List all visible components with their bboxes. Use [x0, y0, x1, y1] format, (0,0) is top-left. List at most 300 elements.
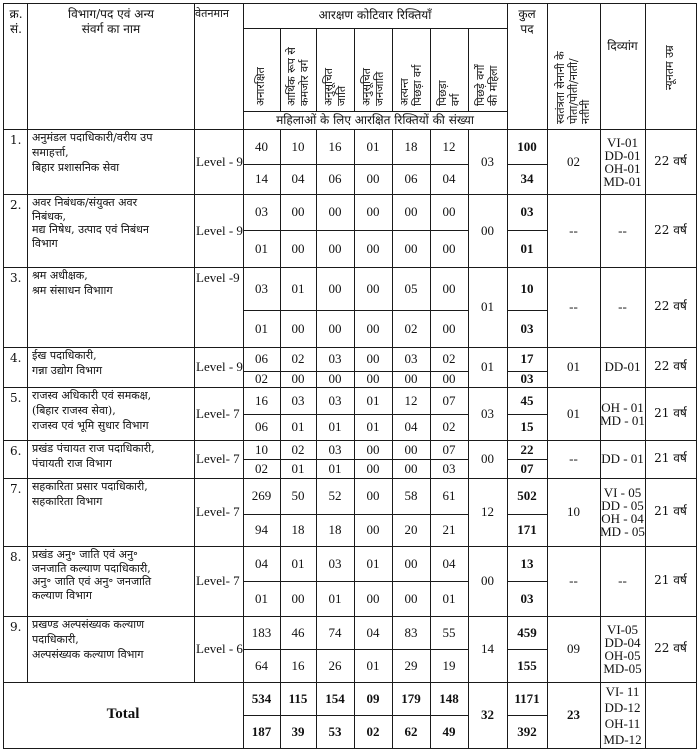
disability-entry: DD-01	[604, 359, 641, 374]
table-top-border	[3, 3, 697, 4]
women-total-cell: 03	[328, 351, 342, 366]
serial-number: 3.	[10, 271, 22, 285]
table-rule	[3, 129, 4, 195]
table-rule	[547, 3, 548, 130]
pay-level: Level - 9	[196, 222, 243, 238]
women-total-cell: 03	[328, 555, 342, 571]
bc-women-cell: 32	[481, 707, 494, 722]
women-total-cell: 00	[291, 204, 305, 219]
women-reserved-cell: 01	[255, 590, 268, 606]
women-reserved-cell: 49	[442, 723, 456, 739]
women-total-cell: 04	[442, 555, 456, 571]
women-reserved-cell: 01	[291, 419, 305, 434]
bc-women-cell: 00	[481, 573, 494, 588]
table-rule	[696, 347, 697, 388]
serial-number: 9.	[10, 620, 22, 634]
row-mid-rule	[243, 581, 469, 582]
disability-entry: MD-01	[603, 173, 642, 189]
table-rule	[316, 267, 317, 348]
women-reserved-cell: 01	[366, 419, 380, 434]
total-posts-cell: 1171	[514, 690, 540, 706]
pay-level: Level -9	[196, 270, 240, 285]
header-women-reserved: महिलाओं के लिए आरक्षित रिक्तियों की संख्या	[276, 113, 474, 127]
table-rule	[645, 478, 646, 547]
women-total-cell: 40	[255, 138, 268, 154]
disability-entry: MD - 01	[600, 412, 645, 428]
table-rule	[194, 267, 195, 348]
women-total-cell: 09	[366, 690, 380, 706]
table-rule	[645, 616, 646, 683]
table-rule	[645, 440, 646, 479]
table-rule	[696, 129, 697, 195]
table-rule	[696, 546, 697, 617]
women-reserved-cell: 18	[328, 522, 342, 537]
women-total-cell: 06	[255, 351, 268, 366]
women-total-cell: 269	[251, 488, 272, 503]
row-bottom-rule	[3, 748, 697, 749]
total-disability-entry: OH-11	[604, 716, 641, 731]
minimum-age: 22 वर्ष	[654, 641, 687, 655]
table-rule	[645, 3, 646, 130]
table-rule	[430, 267, 431, 348]
women-reserved-cell: 00	[291, 590, 305, 606]
table-rule	[696, 3, 697, 130]
serial-number: 7.	[10, 482, 22, 496]
post-department-line: मद्य निषेध, उत्पाद एवं निबंधन	[32, 223, 149, 236]
women-total-cell: 10	[255, 441, 268, 457]
row-bottom-rule	[3, 347, 697, 348]
women-reserved-cell: 00	[366, 590, 380, 606]
table-rule	[645, 194, 646, 268]
table-rule	[392, 267, 393, 348]
row-mid-rule	[243, 414, 469, 415]
total-posts-cell: 17	[520, 351, 534, 366]
minimum-age: 22 वर्ष	[654, 299, 687, 313]
women-reserved-cell: 00	[404, 590, 418, 606]
post-department-line: (बिहार राजस्व सेवा),	[32, 404, 116, 417]
post-department-line: सहकारिता प्रसार पदाधिकारी,	[32, 480, 148, 493]
row-mid-rule	[507, 514, 548, 515]
row-bottom-rule	[3, 546, 697, 547]
table-rule	[3, 616, 4, 683]
women-reserved-cell: 02	[255, 460, 268, 476]
post-department-line: प्रखण्ड अल्पसंख्यक कल्याण	[32, 618, 145, 631]
serial-number: 8.	[10, 550, 22, 564]
row-bottom-rule	[3, 440, 697, 441]
women-reserved-cell: 00	[366, 371, 380, 386]
women-total-cell: 00	[404, 441, 418, 457]
post-department-line: सहकारिता विभाग	[32, 495, 103, 508]
table-rule	[354, 28, 355, 112]
row-mid-rule	[243, 649, 469, 650]
women-reserved-cell: 20	[404, 522, 418, 537]
women-reserved-cell: 02	[255, 371, 268, 386]
table-rule	[243, 3, 244, 130]
women-reserved-cell: 18	[291, 522, 305, 537]
post-department-line: अनु॰ जाति एवं अनु॰ जनजाति	[32, 575, 152, 588]
women-total-cell: 18	[404, 138, 418, 154]
table-rule	[194, 387, 195, 441]
freedom-fighter-cell: 02	[567, 153, 580, 169]
women-reserved-cell: 00	[291, 240, 305, 256]
women-reserved-cell: 19	[442, 657, 456, 673]
post-department-line: राजस्व अधिकारी एवं समकक्ष,	[32, 389, 152, 402]
women-total-cell: 01	[291, 555, 305, 571]
women-total-cell: 154	[325, 690, 345, 706]
row-bottom-rule	[3, 194, 697, 195]
women-reserved-cell: 02	[366, 723, 380, 739]
disability-entry: --	[618, 222, 627, 238]
pay-level: Level- 7	[196, 504, 240, 519]
row-mid-rule	[507, 715, 548, 716]
total-disability-entry: MD-12	[603, 732, 642, 747]
header-category-0: अनारक्षित	[254, 67, 267, 106]
women-total-cell: 04	[255, 555, 268, 571]
header-category-4: अत्यन्त पिछड़ा वर्ग	[397, 64, 424, 106]
post-department-line: श्रम अधीक्षक,	[32, 269, 88, 282]
table-rule	[194, 194, 195, 268]
header-category-2: अनुसूचित जाति	[321, 67, 348, 106]
post-department-line: राजस्व एवं भूमि सुधार विभाग	[32, 419, 149, 432]
women-total-cell: 00	[366, 441, 380, 457]
disability-entry: DD-04	[604, 635, 641, 650]
women-total-cell: 55	[442, 624, 456, 640]
row-mid-rule	[507, 230, 548, 231]
disability-entry: DD-01	[604, 147, 641, 163]
women-total-cell: 03	[328, 392, 342, 408]
women-total-cell: 00	[404, 555, 418, 571]
women-reserved-cell: 00	[366, 171, 380, 186]
women-reserved-cell: 00	[291, 320, 305, 336]
women-reserved-cell: 39	[291, 723, 305, 739]
disability-entry: MD - 05	[600, 524, 645, 539]
freedom-fighter-cell: 01	[567, 359, 580, 374]
table-rule	[3, 267, 4, 348]
table-rule	[280, 267, 281, 348]
pay-level: Level- 7	[196, 573, 240, 588]
women-reserved-cell: 04	[442, 171, 456, 186]
disability-entry: VI-05	[606, 622, 639, 637]
women-total-cell: 03	[328, 441, 342, 457]
post-department-line: अनुमंडल पदाधिकारी/वरीय उप	[32, 131, 153, 144]
women-total-cell: 179	[401, 690, 421, 706]
total-disability-entry: VI- 11	[605, 684, 640, 699]
women-total-cell: 534	[251, 690, 272, 706]
disability-entry: --	[618, 299, 627, 314]
table-rule	[3, 194, 4, 268]
women-reserved-cell: 02	[442, 419, 456, 434]
minimum-age: 21 वर्ष	[654, 573, 687, 587]
table-rule	[645, 347, 646, 388]
row-mid-rule	[507, 581, 548, 582]
women-reserved-cell: 06	[328, 171, 342, 186]
women-total-cell: 01	[366, 555, 380, 571]
total-posts-cell: 502	[517, 488, 537, 503]
freedom-fighter-cell: 01	[567, 405, 580, 421]
women-total-cell: 00	[328, 280, 342, 296]
women-reserved-cell: 01	[328, 590, 342, 606]
table-rule	[194, 546, 195, 617]
table-rule	[645, 129, 646, 195]
women-reserved-cell: 01	[255, 320, 268, 336]
table-rule	[194, 440, 195, 479]
row-mid-rule	[243, 164, 469, 165]
women-reserved-cell: 00	[442, 371, 456, 386]
women-total-cell: 52	[328, 488, 342, 503]
table-rule	[430, 28, 431, 112]
women-total-cell: 00	[366, 488, 380, 503]
freedom-fighter-cell: --	[569, 299, 578, 314]
minimum-age: 21 वर्ष	[654, 451, 687, 465]
table-rule	[3, 546, 4, 617]
table-rule	[3, 478, 4, 547]
pay-level: Level - 6	[196, 641, 243, 656]
bc-women-cell: 01	[481, 359, 494, 374]
table-rule	[27, 194, 28, 268]
table-rule	[194, 347, 195, 388]
table-rule	[27, 129, 28, 195]
total-posts-cell: 22	[520, 441, 534, 457]
table-rule	[645, 387, 646, 441]
pay-level: Level- 7	[196, 451, 240, 466]
women-reserved-cell: 01	[291, 460, 305, 476]
row-mid-rule	[507, 414, 548, 415]
bc-women-cell: 01	[481, 299, 494, 314]
women-total-cell: 148	[439, 690, 459, 706]
total-posts-cell: 03	[520, 204, 534, 219]
women-total-cell: 183	[251, 624, 272, 640]
women-reserved-cell: 187	[251, 723, 272, 739]
table-rule	[696, 194, 697, 268]
table-rule	[600, 3, 601, 130]
women-reserved-cell: 00	[404, 371, 418, 386]
header-freedom-fighter: स्वतंत्रता सेनानी के पोता/पोती/नाती/ नतीनी	[553, 51, 592, 124]
post-department-line: अवर निबंधक/संयुक्त अवर	[32, 196, 138, 209]
serial-number: 6.	[10, 444, 22, 458]
women-total-cell: 07	[442, 441, 456, 457]
minimum-age: 22 वर्ष	[654, 359, 687, 373]
women-reserved-cell: 00	[328, 240, 342, 256]
disability-entry: OH - 04	[601, 511, 644, 526]
women-total-cell: 00	[328, 204, 342, 219]
women-reserved-cell: 29	[404, 657, 418, 673]
table-rule	[194, 129, 195, 195]
row-bottom-rule	[3, 387, 697, 388]
women-total-cell: 02	[291, 351, 305, 366]
bc-women-cell: 03	[481, 405, 494, 421]
row-bottom-rule	[3, 478, 697, 479]
women-total-cell: 03	[404, 351, 418, 366]
total-posts-cell: 13	[520, 555, 534, 571]
total-label: Total	[106, 706, 140, 722]
serial-number: 5.	[10, 391, 22, 405]
women-total-cell: 02	[291, 441, 305, 457]
row-bottom-rule	[3, 267, 697, 268]
table-rule	[27, 347, 28, 388]
women-reserved-cell: 06	[404, 171, 418, 186]
table-rule	[392, 28, 393, 112]
row-mid-rule	[507, 459, 548, 460]
minimum-age: 22 वर्ष	[654, 222, 687, 237]
row-mid-rule	[243, 230, 469, 231]
post-department-line: ईख पदाधिकारी,	[32, 349, 97, 362]
women-total-cell: 01	[366, 138, 380, 154]
table-rule	[27, 387, 28, 441]
women-reserved-cell: 00	[404, 240, 418, 256]
women-reserved-cell: 01	[328, 460, 342, 476]
women-reserved-cell: 62	[404, 723, 418, 739]
women-reserved-cell: 00	[442, 320, 456, 336]
table-rule	[27, 616, 28, 683]
header-category-6: पिछड़े वर्गों की महिला	[474, 64, 500, 106]
total-disability-entry: DD-12	[604, 700, 641, 715]
table-rule	[468, 28, 469, 112]
women-reserved-cell: 00	[366, 460, 380, 476]
table-rule	[27, 3, 28, 130]
row-bottom-rule	[3, 682, 697, 683]
women-total-cell: 00	[442, 280, 456, 296]
table-rule	[696, 387, 697, 441]
table-rule	[243, 267, 244, 348]
serial-number: 2.	[10, 198, 22, 212]
women-total-cell: 58	[404, 488, 418, 503]
header-category-vacancies: आरक्षण कोटिवार रिक्तियाँ	[318, 8, 432, 22]
post-department-line: गन्ना उद्योग विभाग	[32, 364, 103, 377]
women-reserved-cell: 53	[328, 723, 342, 739]
post-department-line: अल्पसंख्यक कल्याण विभाग	[32, 648, 144, 661]
bc-women-cell: 12	[481, 504, 494, 519]
bc-women-cell: 00	[481, 451, 494, 466]
table-rule	[3, 347, 4, 388]
freedom-fighter-cell: --	[569, 222, 578, 238]
table-rule	[194, 616, 195, 683]
total-posts-cell: 100	[517, 138, 537, 154]
row-mid-rule	[243, 310, 469, 311]
women-total-cell: 115	[288, 690, 308, 706]
header-min-age: न्यूनतम उम्र	[663, 45, 676, 90]
women-total-cell: 00	[366, 280, 380, 296]
post-department-line: पंचायती राज विभाग	[32, 457, 112, 470]
disability-entry: VI - 05	[603, 485, 642, 500]
women-total-cell: 10	[291, 138, 305, 154]
post-department-line: कल्याण विभाग	[32, 588, 92, 602]
women-total-cell: 03	[291, 392, 305, 408]
post-department-line: प्रखंड अनु॰ जाति एवं अनु॰	[32, 548, 138, 561]
women-total-cell: 02	[442, 351, 456, 366]
women-total-cell: 03	[255, 280, 268, 296]
table-rule	[645, 682, 646, 749]
freedom-fighter-cell: 23	[567, 707, 580, 722]
women-reserved-cell: 03	[442, 460, 456, 476]
table-rule	[696, 616, 697, 683]
women-total-cell: 03	[255, 204, 268, 219]
women-total-posts-cell: 171	[517, 522, 537, 537]
women-reserved-cell: 01	[366, 657, 380, 673]
women-total-cell: 07	[442, 392, 456, 408]
table-rule	[27, 546, 28, 617]
disability-entry: VI-01	[606, 134, 639, 150]
women-total-posts-cell: 03	[520, 320, 534, 336]
freedom-fighter-cell: 10	[567, 504, 580, 519]
table-rule	[27, 267, 28, 348]
post-department-line: विभाग	[32, 236, 58, 250]
freedom-fighter-cell: 09	[567, 641, 580, 656]
women-reserved-cell: 00	[328, 320, 342, 336]
table-rule	[696, 478, 697, 547]
women-total-posts-cell: 15	[520, 419, 534, 434]
women-reserved-cell: 26	[328, 657, 342, 673]
minimum-age: 21 वर्ष	[654, 405, 687, 420]
post-department-line: बिहार प्रशासनिक सेवा	[32, 161, 120, 174]
women-reserved-cell: 06	[255, 419, 268, 434]
freedom-fighter-cell: --	[569, 573, 578, 588]
women-reserved-cell: 01	[442, 590, 456, 606]
header-post-department: विभाग/पद एवं अन्य संवर्ग का नाम	[68, 7, 154, 36]
disability-entry: --	[618, 573, 627, 588]
women-total-cell: 00	[442, 204, 456, 219]
women-reserved-cell: 00	[328, 371, 342, 386]
serial-number: 4.	[10, 351, 22, 365]
women-reserved-cell: 94	[255, 522, 268, 537]
total-posts-cell: 10	[520, 280, 534, 296]
women-total-cell: 00	[404, 204, 418, 219]
minimum-age: 21 वर्ष	[654, 504, 687, 518]
table-rule	[194, 478, 195, 547]
women-total-posts-cell: 392	[517, 723, 537, 739]
table-rule	[354, 267, 355, 348]
table-rule	[194, 3, 195, 130]
header-total-posts: कुल पद	[518, 7, 536, 36]
women-reserved-cell: 01	[255, 240, 268, 256]
header-category-1: आर्थिक रूप से कमजोर वर्ग	[284, 47, 311, 106]
women-total-cell: 01	[291, 280, 305, 296]
table-rule	[27, 478, 28, 547]
table-rule	[696, 267, 697, 348]
row-mid-rule	[243, 514, 469, 515]
post-department-line: निबंधक,	[32, 209, 66, 223]
women-total-cell: 16	[255, 392, 268, 408]
table-rule	[280, 28, 281, 112]
women-reserved-cell: 00	[366, 240, 380, 256]
header-serial: क्र. सं.	[9, 7, 23, 36]
row-mid-rule	[507, 310, 548, 311]
women-total-posts-cell: 03	[520, 371, 534, 386]
women-total-cell: 12	[404, 392, 418, 408]
disability-entry: MD-05	[603, 661, 642, 676]
post-department-line: पदाधिकारी,	[32, 633, 79, 646]
total-posts-cell: 459	[517, 624, 537, 640]
women-total-posts-cell: 155	[517, 657, 537, 673]
header-category-5: पिछड़ा वर्ग	[435, 80, 462, 106]
bc-women-cell: 14	[481, 641, 494, 656]
header-disability: दिव्यांग	[607, 39, 638, 53]
women-total-cell: 61	[442, 488, 456, 503]
bc-women-cell: 00	[481, 222, 494, 238]
pay-level: Level - 9	[196, 359, 243, 374]
women-total-cell: 04	[366, 624, 380, 640]
disability-entry: OH - 01	[601, 399, 644, 415]
row-mid-rule	[243, 459, 469, 460]
table-rule	[316, 28, 317, 112]
row-bottom-rule	[3, 616, 697, 617]
header-bottom-rule	[3, 129, 697, 130]
post-department-line: श्रम संसाधन विभााग	[32, 284, 113, 297]
serial-number: 1.	[10, 133, 22, 147]
table-rule	[3, 440, 4, 479]
table-rule	[3, 3, 4, 130]
table-rule	[645, 546, 646, 617]
women-total-cell: 74	[328, 624, 342, 640]
